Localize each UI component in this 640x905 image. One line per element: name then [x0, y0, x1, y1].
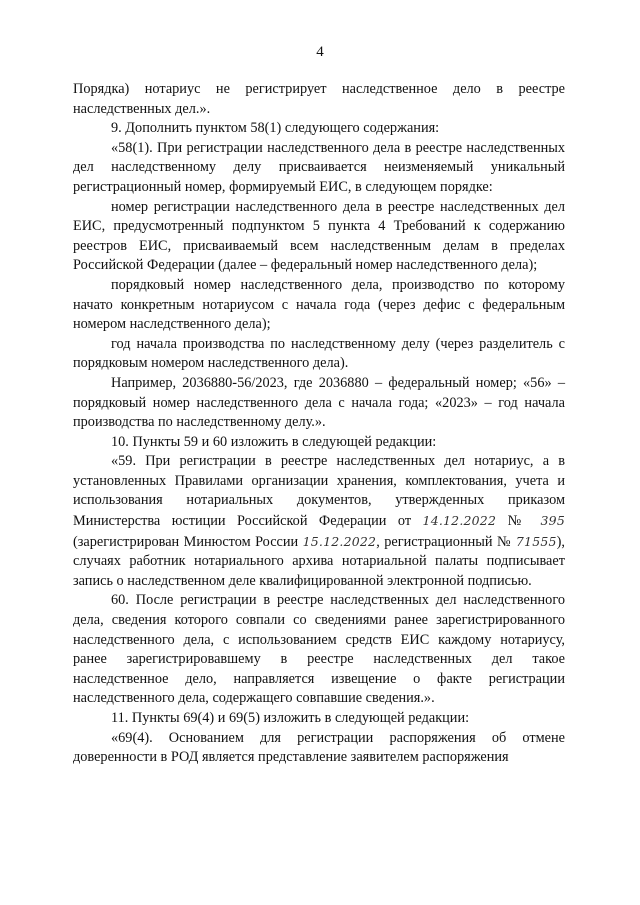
- paragraph-item-11: 11. Пункты 69(4) и 69(5) изложить в следующей редакции:: [111, 710, 470, 726]
- document-body: [73, 80, 565, 768]
- paragraph-federal-number: номер регистрации наследственного дела в реестре наследственных дел ЕИС, предусмотренный подпунктом 5 пункта 4 Требований к содержанию реестров ЕИС, присваиваемый всем наследственным делам в пределах Российской Федерации (далее – федеральный номер наследственного дела);: [73, 198, 565, 274]
- paragraph-example: Например, 2036880-56/2023, где 2036880 – федеральный номер; «56» – порядковый номер наследственного дела с начала года; «2023» – год начала производства по наследственному делу.».: [73, 374, 565, 431]
- p59-text-1: «59. При регистрации в реестре наследственных дел нотариус, а в установленных Правилами организации хранения, комплектования, учета и использования нотариальных документов, утвержденных приказом Министерства юстиции Российской Федерации от: [73, 453, 565, 530]
- handwritten-registration-date: 15.12.2022: [302, 533, 377, 549]
- paragraph-year: год начала производства по наследственному делу (через разделитель с порядковым номером наследственного дела).: [73, 335, 565, 372]
- paragraph-sequence-number: порядковый номер наследственного дела, производство по которому начато конкретным нотариусом с начала года (через дефис с федеральным номером наследственного дела);: [73, 276, 565, 333]
- paragraph-continuation: Порядка) нотариус не регистрирует наследственное дело в реестре наследственных дел.».: [73, 81, 565, 117]
- paragraph-item-9: 9. Дополнить пунктом 58(1) следующего содержания:: [111, 120, 440, 137]
- p59-text-2: (зарегистрирован Минюстом России: [73, 533, 303, 550]
- paragraph-69-4: «69(4). Основанием для регистрации распоряжения об отмене доверенности в РОД является представление заявителем распоряжения: [73, 729, 565, 766]
- paragraph-58-1: «58(1). При регистрации наследственного дела в реестре наследственных дел наследственному делу присваивается неизменяемый уникальный регистрационный номер, формируемый ЕИС, в следующем порядке:: [73, 139, 565, 195]
- page-number: 4: [316, 44, 324, 60]
- paragraph-59: [73, 452, 565, 591]
- handwritten-registration-number: 71555: [515, 533, 557, 549]
- handwritten-order-date: 14.12.2022: [422, 513, 497, 529]
- paragraph-60: 60. После регистрации в реестре наследственных дел наследственного дела, сведения которого совпали со сведениями ранее зарегистрированного наследственного дела, с использованием средств ЕИС каждому нотариусу, ранее зарегистрировавшему в реестре наследственных дел такое наследственное дело, направляется извещение о факте регистрации наследственного дела, содержащего совпавшие сведения.».: [73, 592, 565, 707]
- handwritten-order-number: 395: [540, 513, 565, 529]
- p59-text-4: ), случаях работник нотариального архива нотариальной палаты подписывает запись о наследственном деле квалифицированной электронной подписью.: [73, 533, 565, 589]
- p59-text-3: , регистрационный №: [376, 533, 516, 550]
- p59-order-no-prefix: №: [496, 513, 541, 530]
- paragraph-item-10: 10. Пункты 59 и 60 изложить в следующей редакции:: [111, 433, 437, 450]
